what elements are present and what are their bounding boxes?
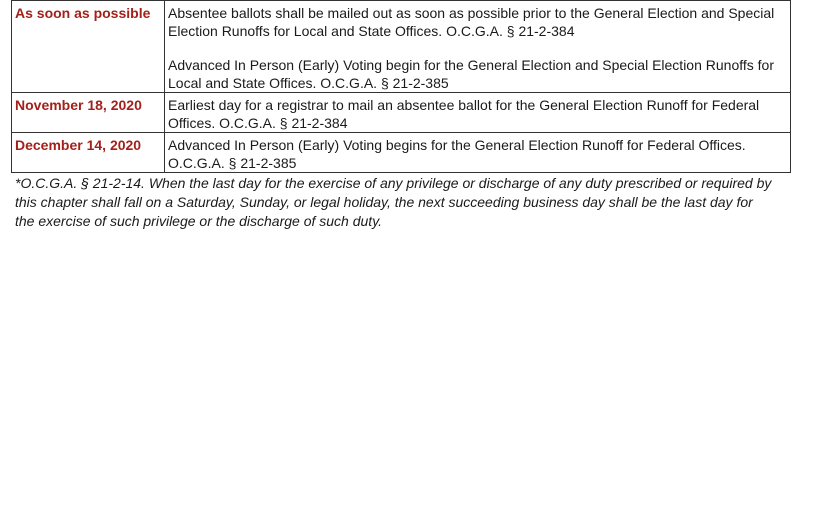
description-paragraph: Advanced In Person (Early) Voting begins for the General Election Runoff for Federal Offices. O.C.G.A. § 21-2-385 bbox=[168, 137, 746, 171]
table-row bbox=[12, 93, 791, 133]
table-row bbox=[12, 1, 791, 93]
table-row bbox=[12, 133, 791, 173]
description-cell bbox=[165, 133, 791, 173]
date-cell: December 14, 2020 bbox=[12, 133, 165, 173]
date-cell: As soon as possible bbox=[12, 1, 165, 93]
description-paragraph: Earliest day for a registrar to mail an absentee ballot for the General Election Runoff for Federal Offices. O.C.G.A. § 21-2-384 bbox=[168, 97, 760, 131]
footnote: *O.C.G.A. § 21-2-14. When the last day for the exercise of any privilege or discharge of any duty prescribed or required by this chapter shall fall on a Saturday, Sunday, or legal holiday, the next succeeding business day shall be the last day for the exercise of such privilege or the discharge of such duty. bbox=[15, 175, 772, 229]
date-cell: November 18, 2020 bbox=[12, 93, 165, 133]
description-cell bbox=[165, 93, 791, 133]
schedule-table bbox=[11, 0, 791, 173]
description-paragraph: Absentee ballots shall be mailed out as soon as possible prior to the General Election and Special Election Runoffs for Local and State Offices. O.C.G.A. § 21-2-384 bbox=[168, 5, 775, 39]
document bbox=[11, 0, 791, 231]
description-paragraph: Advanced In Person (Early) Voting begin for the General Election and Special Election Runoffs for Local and State Offices. O.C.G.A. § 21-2-385 bbox=[168, 57, 774, 91]
description-cell bbox=[165, 1, 791, 93]
